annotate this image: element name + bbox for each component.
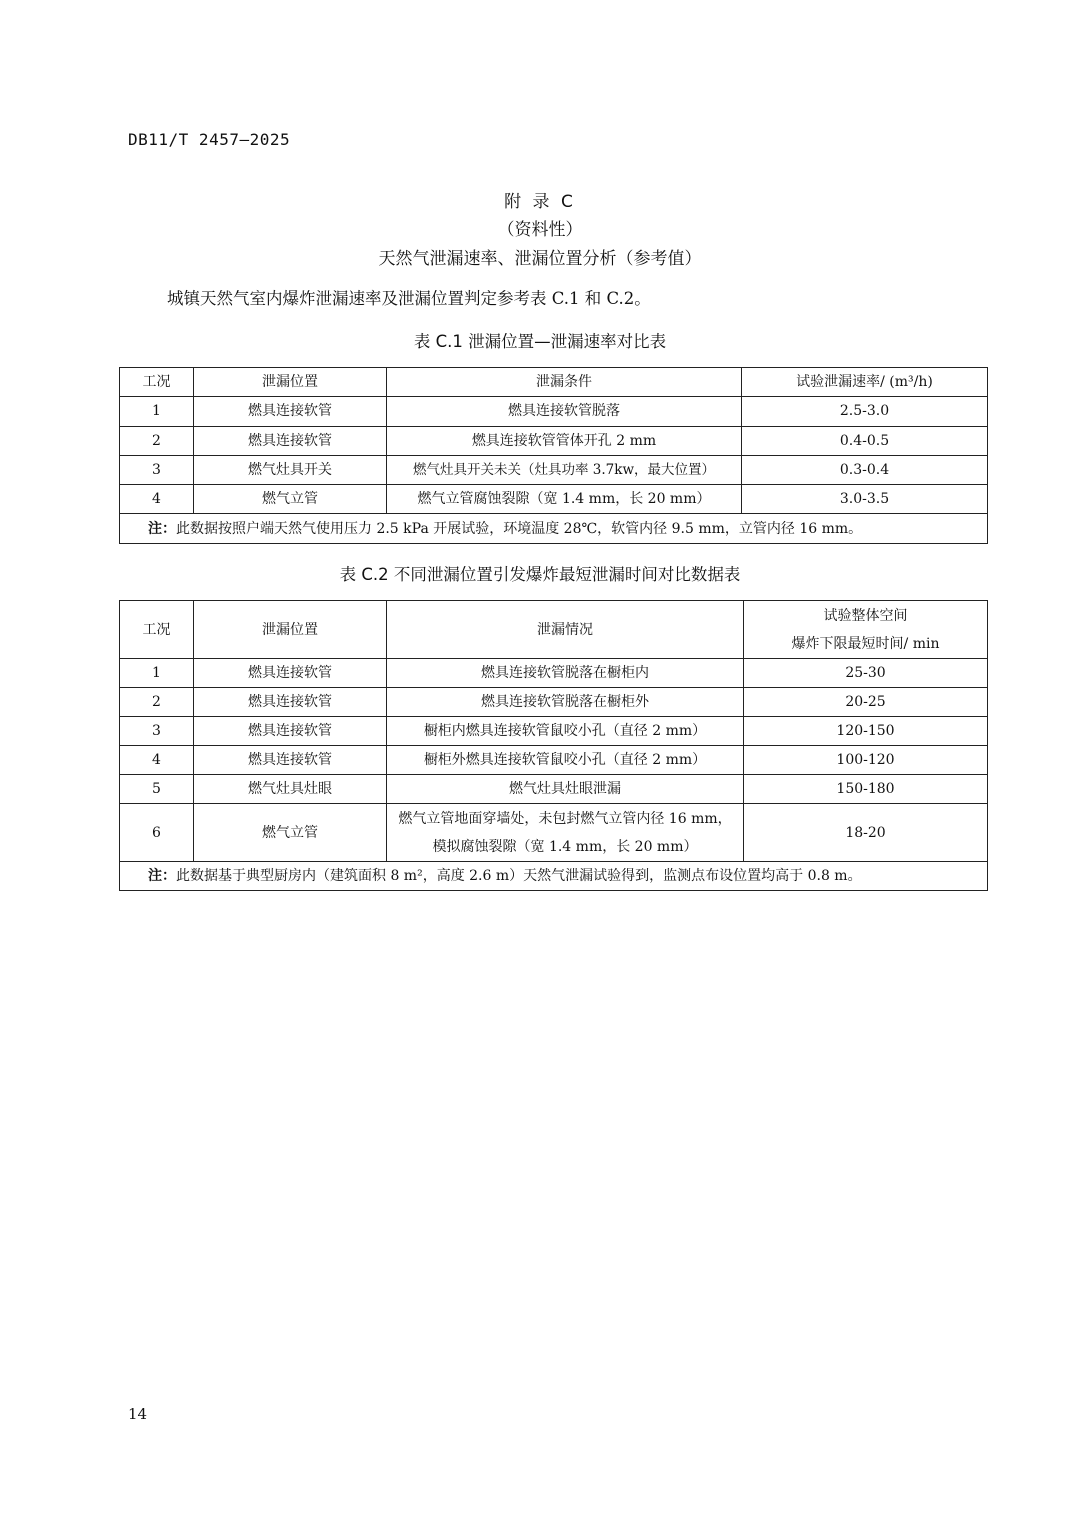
column-header-line: 爆炸下限最短时间/ min <box>791 635 940 652</box>
column-header: 工况 <box>120 601 194 659</box>
table-cell: 燃气立管 <box>194 485 387 514</box>
table-row <box>120 397 988 426</box>
table-row <box>120 485 988 514</box>
page-number: 14 <box>128 1405 148 1423</box>
table-cell: 3.0-3.5 <box>742 485 988 514</box>
table-c2 <box>119 600 988 891</box>
table-c2-title: 表 C.2 不同泄漏位置引发爆炸最短泄漏时间对比数据表 <box>339 565 741 584</box>
intro-paragraph: 城镇天然气室内爆炸泄漏速率及泄漏位置判定参考表 C.1 和 C.2。 <box>167 289 651 308</box>
column-header: 工况 <box>120 368 194 397</box>
table-cell: 燃气立管腐蚀裂隙（宽 1.4 mm，长 20 mm） <box>387 485 742 514</box>
table-cell: 燃气立管地面穿墙处，未包封燃气立管内径 16 mm，模拟腐蚀裂隙（宽 1.4 mm，长 20 mm） <box>387 804 744 862</box>
table-cell: 100-120 <box>744 746 988 775</box>
note-label: 注： <box>148 868 176 884</box>
table-cell: 燃具连接软管 <box>194 717 387 746</box>
table-cell: 2.5-3.0 <box>742 397 988 426</box>
table-row <box>120 659 988 688</box>
table-c1-title: 表 C.1 泄漏位置—泄漏速率对比表 <box>413 332 667 351</box>
table-row <box>120 717 988 746</box>
column-header <box>744 601 988 659</box>
table-cell: 1 <box>120 397 194 426</box>
table-cell: 燃气灶具灶眼 <box>194 775 387 804</box>
table-cell: 3 <box>120 717 194 746</box>
table-note-row <box>120 514 988 543</box>
table-row <box>120 688 988 717</box>
table-cell: 燃具连接软管管体开孔 2 mm <box>387 426 742 455</box>
table-header-row <box>120 368 988 397</box>
table-row <box>120 775 988 804</box>
table-cell: 2 <box>120 426 194 455</box>
table-cell: 橱柜外燃具连接软管鼠咬小孔（直径 2 mm） <box>387 746 744 775</box>
table-cell: 燃具连接软管 <box>194 426 387 455</box>
table-note <box>120 514 988 543</box>
table-cell: 燃具连接软管脱落在橱柜外 <box>387 688 744 717</box>
table-row <box>120 804 988 862</box>
table-cell: 燃气灶具开关 <box>194 455 387 484</box>
table-cell: 25-30 <box>744 659 988 688</box>
column-header: 泄漏情况 <box>387 601 744 659</box>
table-cell: 1 <box>120 659 194 688</box>
table-cell: 燃气灶具开关未关（灶具功率 3.7kw，最大位置） <box>387 455 742 484</box>
table-cell: 6 <box>120 804 194 862</box>
table-cell: 0.4-0.5 <box>742 426 988 455</box>
table-cell: 燃气灶具灶眼泄漏 <box>387 775 744 804</box>
column-header: 试验泄漏速率/ (m³/h) <box>742 368 988 397</box>
table-cell: 燃具连接软管脱落 <box>387 397 742 426</box>
table-cell: 燃具连接软管 <box>194 746 387 775</box>
table-cell: 橱柜内燃具连接软管鼠咬小孔（直径 2 mm） <box>387 717 744 746</box>
document-id: DB11/T 2457—2025 <box>128 130 291 149</box>
note-label: 注： <box>148 520 176 537</box>
table-row <box>120 455 988 484</box>
appendix-nature: （资料性） <box>497 220 583 240</box>
table-note <box>120 862 988 891</box>
table-cell: 燃具连接软管 <box>194 688 387 717</box>
table-header-row <box>120 601 988 659</box>
column-header: 泄漏位置 <box>194 368 387 397</box>
appendix-title: 附 录 C <box>504 192 576 212</box>
table-cell: 3 <box>120 455 194 484</box>
note-text: 此数据按照户端天然气使用压力 2.5 kPa 开展试验，环境温度 28℃，软管内径 9.5 mm，立管内径 16 mm。 <box>176 520 863 537</box>
note-text: 此数据基于典型厨房内（建筑面积 8 m²，高度 2.6 m）天然气泄漏试验得到，监测点布设位置均高于 0.8 m。 <box>176 868 862 884</box>
table-cell: 5 <box>120 775 194 804</box>
table-cell: 4 <box>120 746 194 775</box>
table-cell: 2 <box>120 688 194 717</box>
appendix-heading: 天然气泄漏速率、泄漏位置分析（参考值） <box>378 249 702 269</box>
column-header: 泄漏条件 <box>387 368 742 397</box>
column-header-line: 试验整体空间 <box>823 607 908 624</box>
table-note-row <box>120 862 988 891</box>
table-cell: 18-20 <box>744 804 988 862</box>
table-c1 <box>119 367 988 544</box>
table-cell: 燃具连接软管 <box>194 659 387 688</box>
table-cell: 燃具连接软管 <box>194 397 387 426</box>
column-header: 泄漏位置 <box>194 601 387 659</box>
table-cell: 120-150 <box>744 717 988 746</box>
table-row <box>120 426 988 455</box>
table-cell: 燃具连接软管脱落在橱柜内 <box>387 659 744 688</box>
table-row <box>120 746 988 775</box>
table-cell: 4 <box>120 485 194 514</box>
table-cell: 燃气立管 <box>194 804 387 862</box>
table-cell: 150-180 <box>744 775 988 804</box>
table-cell: 20-25 <box>744 688 988 717</box>
table-cell: 0.3-0.4 <box>742 455 988 484</box>
